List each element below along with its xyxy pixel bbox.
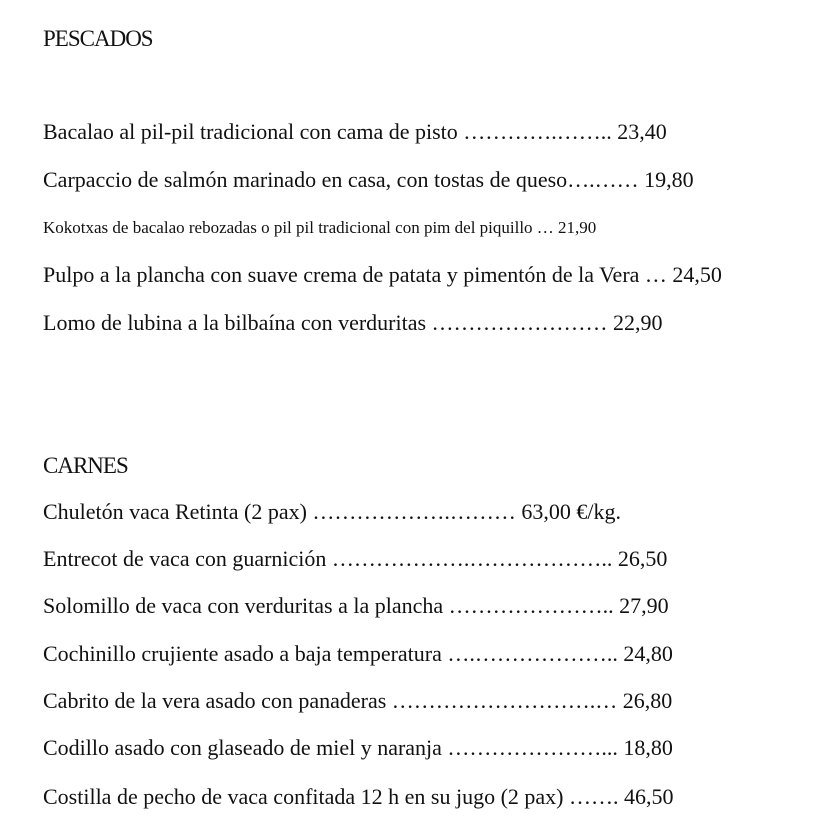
menu-item: Lomo de lubina a la bilbaína con verduritas …………………… 22,90 [43, 310, 663, 335]
section-title-pescados: PESCADOS [43, 26, 153, 51]
menu-item: Kokotxas de bacalao rebozadas o pil pil tradicional con pim del piquillo … 21,90 [43, 218, 597, 237]
menu-item: Cabrito de la vera asado con panaderas ……………………….… 26,80 [43, 688, 673, 713]
menu-item: Costilla de pecho de vaca confitada 12 h en su jugo (2 pax) ……. 46,50 [43, 784, 674, 809]
menu-item: Pulpo a la plancha con suave crema de patata y pimentón de la Vera … 24,50 [43, 262, 722, 287]
section-title-carnes: CARNES [43, 453, 128, 478]
menu-item: Codillo asado con glaseado de miel y naranja …………………... 18,80 [43, 735, 673, 760]
menu-item: Solomillo de vaca con verduritas a la plancha ………………….. 27,90 [43, 593, 669, 618]
menu-item: Carpaccio de salmón marinado en casa, con tostas de queso….…… 19,80 [43, 167, 694, 192]
menu-item: Entrecot de vaca con guarnición ……………….……………….. 26,50 [43, 546, 668, 571]
menu-item: Cochinillo crujiente asado a baja temperatura ….……………….. 24,80 [43, 641, 673, 666]
menu-item: Chuletón vaca Retinta (2 pax) ……………….……… 63,00 €/kg. [43, 499, 622, 524]
menu-item: Bacalao al pil-pil tradicional con cama de pisto ………….…….. 23,40 [43, 119, 667, 144]
